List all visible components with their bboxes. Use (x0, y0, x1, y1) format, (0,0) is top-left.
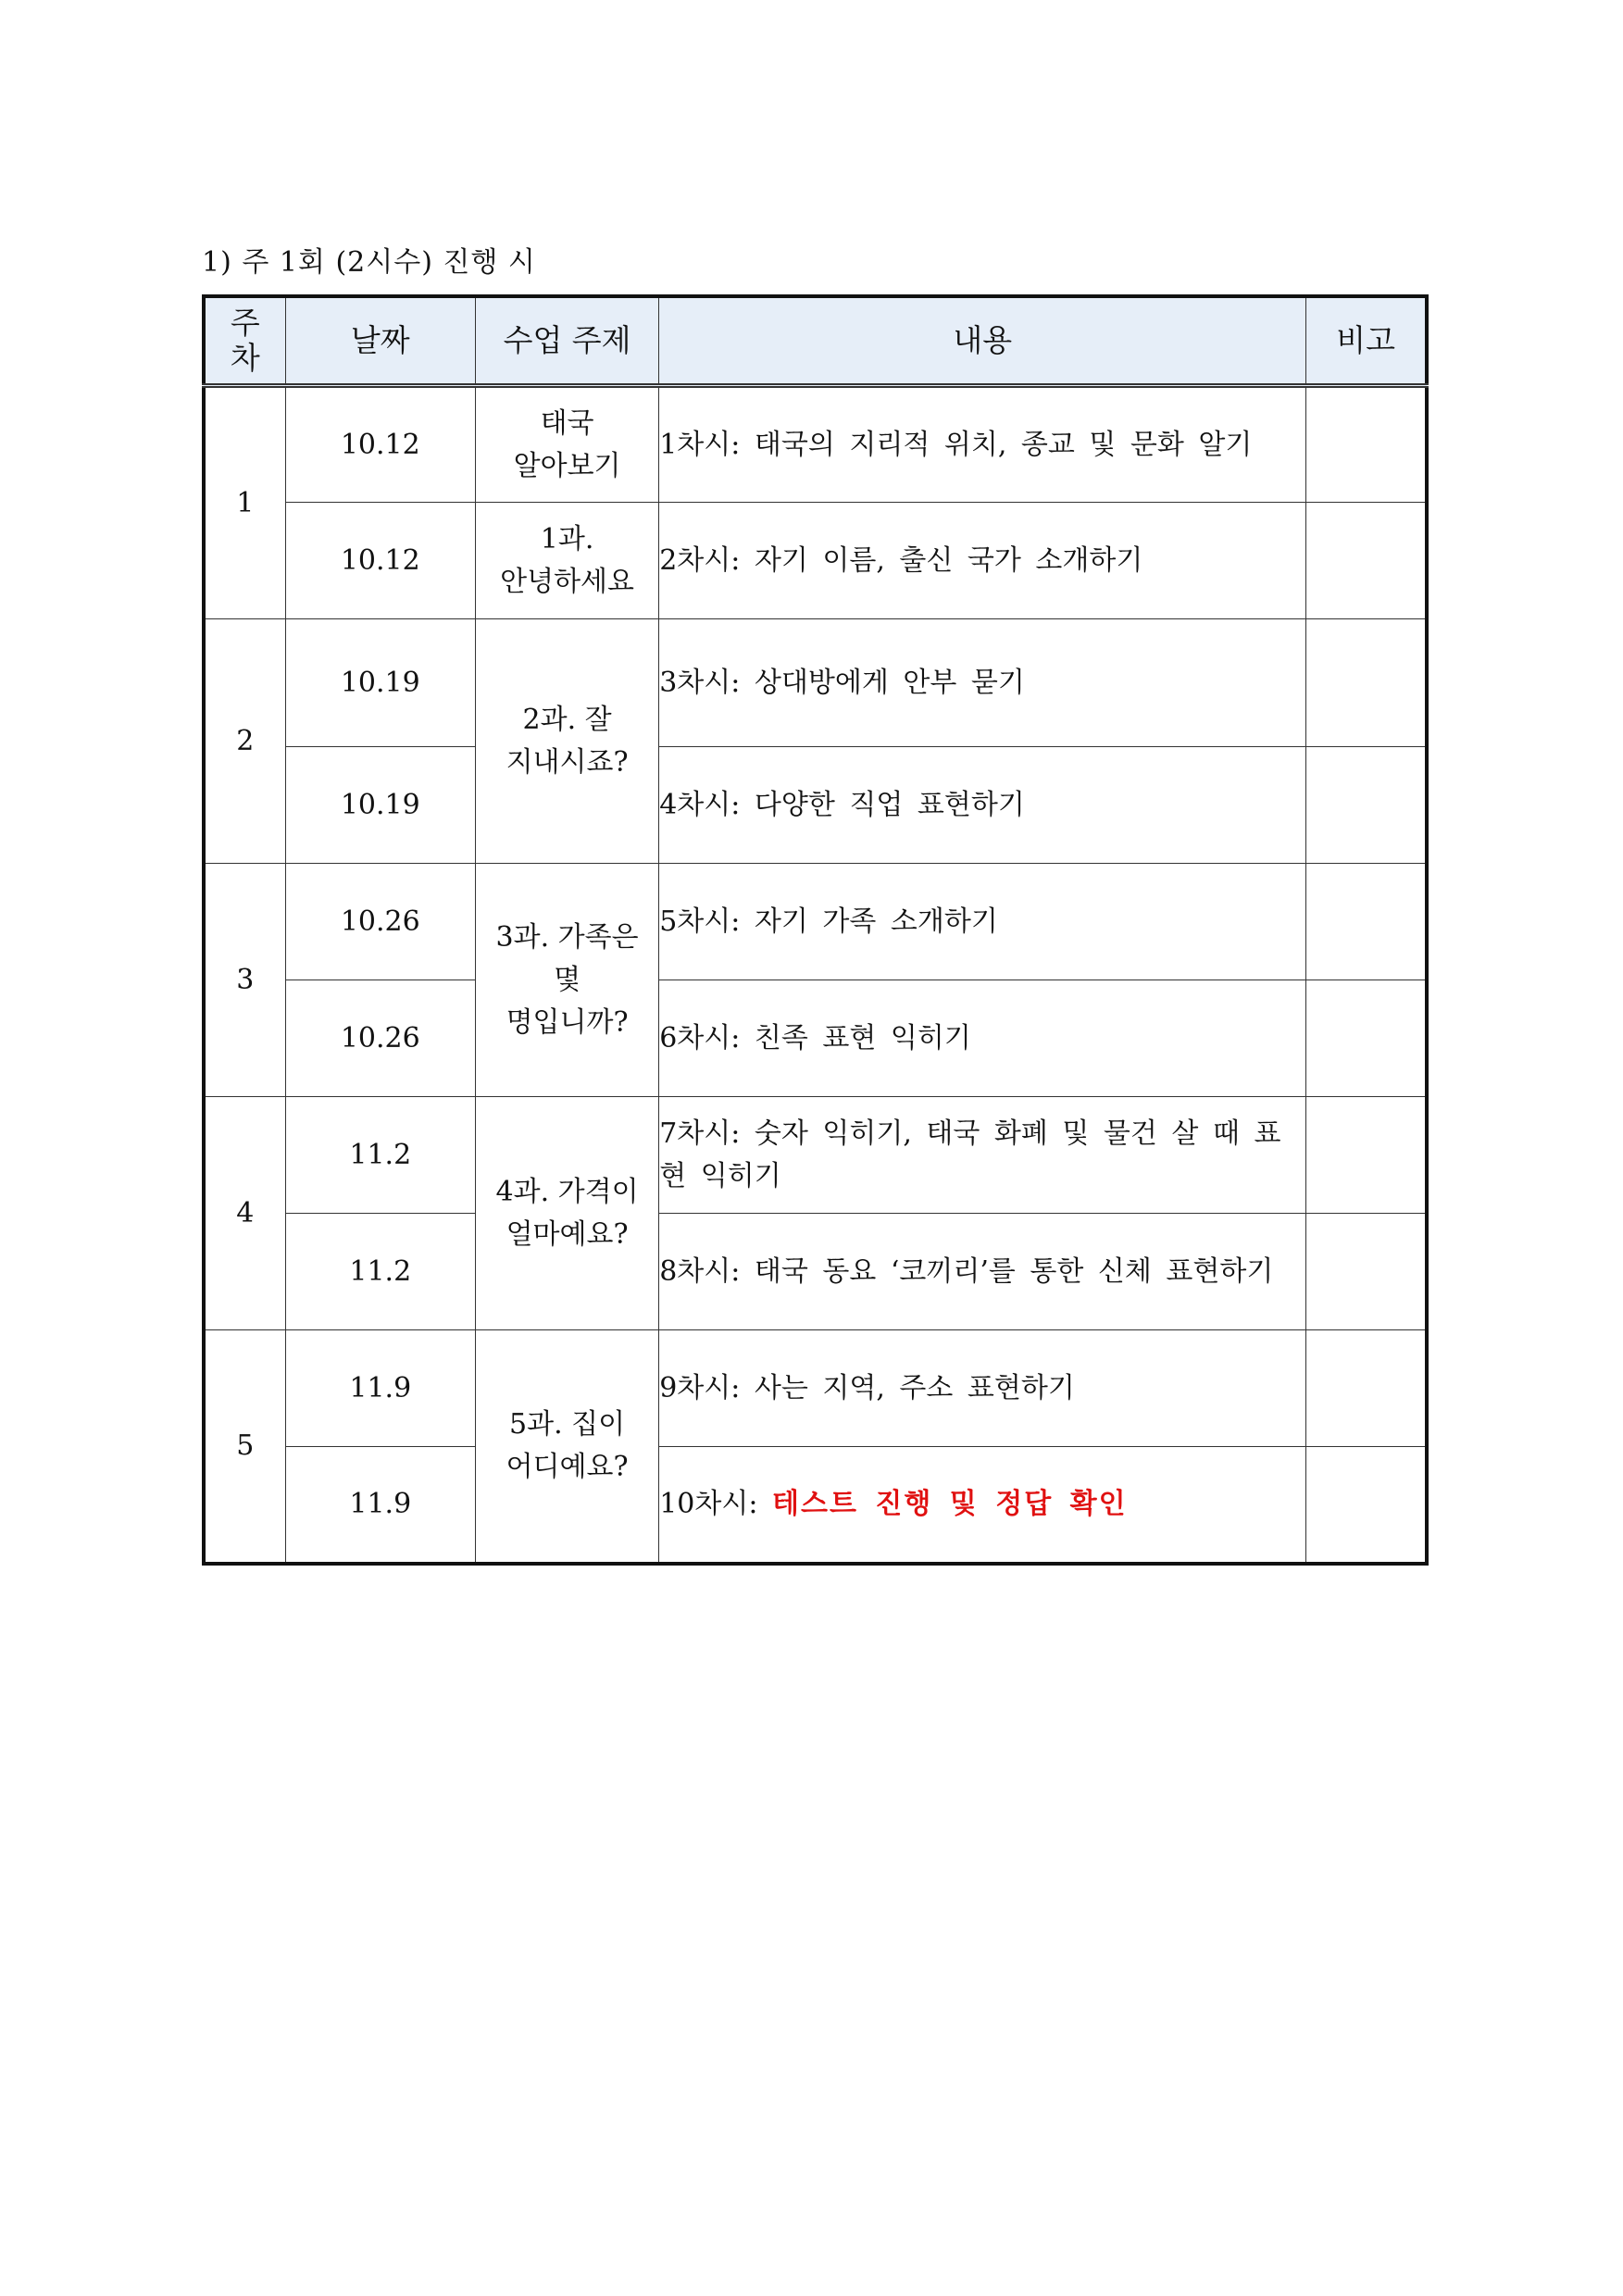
week-number: 2 (204, 619, 285, 864)
table-row (204, 1097, 1427, 1214)
table-row (204, 864, 1427, 980)
table-row (204, 1330, 1427, 1447)
date-cell: 10.19 (285, 619, 475, 747)
date-cell: 11.9 (285, 1447, 475, 1564)
header-note: 비고 (1306, 296, 1427, 386)
section-heading: 1) 주 1회 (2시수) 진행 시 (202, 246, 536, 279)
note-cell (1306, 864, 1427, 980)
week-number: 5 (204, 1330, 285, 1564)
content-cell: 1차시: 태국의 지리적 위치, 종교 및 문화 알기 (659, 386, 1306, 503)
table-row (204, 980, 1427, 1097)
table-header (204, 296, 1427, 386)
content-cell: 9차시: 사는 지역, 주소 표현하기 (659, 1330, 1306, 1447)
week-number: 3 (204, 864, 285, 1097)
header-week: 주 차 (204, 296, 285, 386)
date-cell: 10.26 (285, 864, 475, 980)
header-date: 날짜 (285, 296, 475, 386)
note-cell (1306, 386, 1427, 503)
header-topic: 수업 주제 (475, 296, 658, 386)
week-number: 4 (204, 1097, 285, 1330)
table-row (204, 503, 1427, 619)
note-cell (1306, 503, 1427, 619)
topic-cell: 1과. 안녕하세요 (475, 503, 658, 619)
table-row (204, 1447, 1427, 1564)
content-cell: 4차시: 다양한 직업 표현하기 (659, 747, 1306, 864)
date-cell: 10.12 (285, 503, 475, 619)
table-row (204, 619, 1427, 747)
topic-cell: 2과. 잘 지내시죠? (475, 619, 658, 864)
topic-cell: 3과. 가족은 몇 명입니까? (475, 864, 658, 1097)
content-cell: 6차시: 친족 표현 익히기 (659, 980, 1306, 1097)
note-cell (1306, 1214, 1427, 1330)
date-cell: 10.12 (285, 386, 475, 503)
content-cell: 3차시: 상대방에게 안부 묻기 (659, 619, 1306, 747)
date-cell: 11.9 (285, 1330, 475, 1447)
content-cell (659, 1447, 1306, 1564)
note-cell (1306, 1097, 1427, 1214)
topic-cell: 5과. 집이 어디예요? (475, 1330, 658, 1564)
note-cell (1306, 980, 1427, 1097)
date-cell: 10.19 (285, 747, 475, 864)
table-row (204, 1214, 1427, 1330)
note-cell (1306, 747, 1427, 864)
content-prefix: 10차시: (659, 1487, 758, 1520)
week-number: 1 (204, 386, 285, 619)
highlighted-content: 테스트 진행 및 정답 확인 (772, 1487, 1128, 1520)
topic-cell: 4과. 가격이 얼마예요? (475, 1097, 658, 1330)
date-cell: 11.2 (285, 1097, 475, 1214)
content-cell: 5차시: 자기 가족 소개하기 (659, 864, 1306, 980)
topic-cell: 태국 알아보기 (475, 386, 658, 503)
date-cell: 11.2 (285, 1214, 475, 1330)
lesson-schedule-table (202, 294, 1429, 1566)
content-cell: 7차시: 숫자 익히기, 태국 화폐 및 물건 살 때 표현 익히기 (659, 1097, 1306, 1214)
header-content: 내용 (659, 296, 1306, 386)
date-cell: 10.26 (285, 980, 475, 1097)
content-cell: 2차시: 자기 이름, 출신 국가 소개하기 (659, 503, 1306, 619)
note-cell (1306, 1330, 1427, 1447)
table-row (204, 386, 1427, 503)
table-row (204, 747, 1427, 864)
note-cell (1306, 1447, 1427, 1564)
content-cell: 8차시: 태국 동요 ‘코끼리’를 통한 신체 표현하기 (659, 1214, 1306, 1330)
note-cell (1306, 619, 1427, 747)
